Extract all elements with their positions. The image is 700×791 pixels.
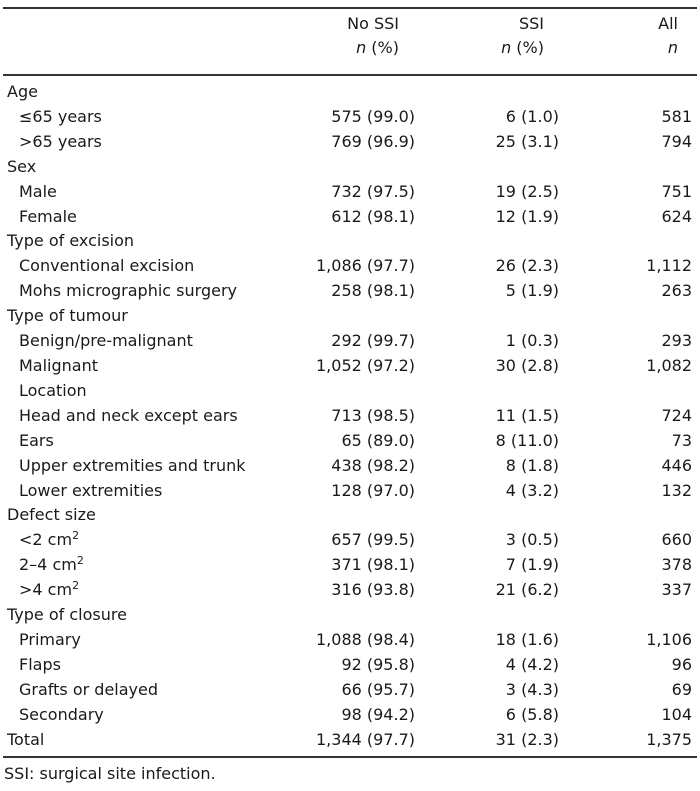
row-label-text: Defect size [7,505,96,525]
row-label-text: Head and neck except ears [19,405,238,425]
table-row [0,678,700,703]
cell-ssi: 19 (2.5) [495,181,559,201]
row-label [0,379,300,404]
cell-ssi [446,379,600,404]
cell-all: 446 [661,455,692,475]
row-label [0,429,300,454]
cell-ssi: 12 (1.9) [495,206,559,226]
cell-ssi: 21 (6.2) [495,580,559,600]
cell-all: 724 [661,405,692,425]
cell-no-ssi [300,503,446,528]
cell-ssi: 4 (4.2) [505,654,559,674]
cell-no-ssi: 657 (99.5) [331,530,415,550]
row-label [0,728,300,753]
header-all-title: All [658,14,678,33]
cell-no-ssi: 258 (98.1) [331,281,415,301]
row-label-text: <2 cm [19,530,73,550]
row-label [0,180,300,205]
row-label [0,279,300,304]
cell-no-ssi: 98 (94.2) [341,704,415,724]
cell-no-ssi: 66 (95.7) [341,679,415,699]
cell-ssi: 26 (2.3) [495,256,559,276]
table-row [0,254,700,279]
row-label-text: Age [7,82,38,101]
cell-ssi: 1 (0.3) [505,331,559,351]
cell-all: 73 [671,430,692,450]
table-group-row [0,728,700,753]
row-label [0,503,300,528]
cell-no-ssi [300,229,446,254]
table-row [0,429,700,454]
cell-no-ssi: 713 (98.5) [331,405,415,425]
row-label-text: Benign/pre-malignant [19,331,193,351]
cell-ssi [446,229,600,254]
header-no-ssi-unit-pct: (%) [366,38,399,57]
cell-all: 96 [671,654,692,674]
row-label [0,329,300,354]
table-row [0,479,700,504]
cell-ssi [446,155,600,180]
cell-no-ssi [300,155,446,180]
cell-all [600,603,700,628]
cell-all: 751 [661,181,692,201]
table-row [0,354,700,379]
cell-ssi: 8 (11.0) [495,430,559,450]
table-row [0,279,700,304]
cell-all: 581 [661,106,692,126]
row-label-text: Type of closure [7,605,127,625]
cell-all: 104 [661,704,692,724]
cell-ssi: 6 (5.8) [505,704,559,724]
cell-all: 337 [661,580,692,600]
cell-all: 1,375 [646,729,692,749]
row-label-text: Type of excision [7,231,135,251]
cell-no-ssi: 92 (95.8) [341,654,415,674]
table-row [0,528,700,553]
row-label [0,553,300,578]
row-label-text: ≤65 years [19,106,102,126]
cell-ssi: 11 (1.5) [495,405,559,425]
row-label [0,678,300,703]
table-group-row [0,603,700,628]
cell-all: 1,106 [646,629,692,649]
row-label-text: Conventional excision [19,256,195,276]
header-all [600,0,700,76]
row-label [0,653,300,678]
cell-ssi: 4 (3.2) [505,480,559,500]
row-label-superscript: 2 [72,579,80,593]
header-ssi-unit-pct: (%) [511,38,544,57]
cell-no-ssi: 292 (99.7) [331,331,415,351]
cell-all: 69 [671,679,692,699]
row-label [0,354,300,379]
cell-ssi: 7 (1.9) [505,555,559,575]
row-label-text: Mohs micrographic surgery [19,281,237,301]
cell-ssi: 3 (0.5) [505,530,559,550]
row-label-text: >65 years [19,131,102,151]
cell-all: 1,082 [646,355,692,375]
cell-all [600,229,700,254]
row-label-text: Location [19,380,87,400]
table-group-row [0,304,700,329]
row-label [0,528,300,553]
row-label [0,205,300,230]
cell-all [600,379,700,404]
row-label-text: Type of tumour [7,306,128,326]
cell-ssi: 5 (1.9) [505,281,559,301]
cell-all: 263 [661,281,692,301]
cell-ssi: 30 (2.8) [495,355,559,375]
header-no-ssi-title: No SSI [347,14,399,33]
row-label-text: 2–4 cm [19,555,77,575]
cell-all: 660 [661,530,692,550]
row-label [0,479,300,504]
table-row [0,404,700,429]
cell-no-ssi: 612 (98.1) [331,206,415,226]
row-label-text: Flaps [19,654,61,674]
header-all-unit: n [667,38,678,57]
cell-no-ssi: 128 (97.0) [331,480,415,500]
row-label [0,578,300,603]
row-label [0,254,300,279]
table-row [0,628,700,653]
row-label-text: Sex [7,156,37,176]
cell-ssi [446,503,600,528]
header-ssi-unit-n: n [501,38,512,57]
cell-ssi: 8 (1.8) [505,455,559,475]
header-ssi-title: SSI [518,14,544,33]
cell-all: 624 [661,206,692,226]
row-label-superscript: 2 [76,554,84,568]
cell-no-ssi [300,76,446,105]
row-label-text: Upper extremities and trunk [19,455,246,475]
table-row [0,329,700,354]
row-label [0,130,300,155]
header-no-ssi [300,0,446,76]
cell-no-ssi: 1,086 (97.7) [316,256,415,276]
cell-ssi [446,603,600,628]
table-group-row [0,155,700,180]
table-row [0,105,700,130]
row-label [0,603,300,628]
table-row [0,578,700,603]
row-label [0,76,300,105]
row-label [0,404,300,429]
row-label [0,105,300,130]
cell-all: 378 [661,555,692,575]
cell-ssi: 3 (4.3) [505,679,559,699]
table-footnote: SSI: surgical site infection. [4,764,216,783]
row-label-text: Ears [19,430,54,450]
table-row [0,454,700,479]
cell-no-ssi: 438 (98.2) [331,455,415,475]
table-row [0,205,700,230]
cell-no-ssi: 769 (96.9) [331,131,415,151]
header-no-ssi-unit [300,36,399,60]
cell-ssi: 6 (1.0) [505,106,559,126]
row-label-text: Male [19,181,57,201]
cell-ssi [446,76,600,105]
cell-no-ssi: 65 (89.0) [341,430,415,450]
cell-all: 132 [661,480,692,500]
cell-no-ssi [300,379,446,404]
table-group-row [0,229,700,254]
cell-no-ssi: 1,088 (98.4) [316,629,415,649]
cell-all [600,304,700,329]
cell-ssi: 31 (2.3) [495,729,559,749]
row-label-text: Grafts or delayed [19,679,158,699]
cell-all: 293 [661,331,692,351]
cell-no-ssi: 316 (93.8) [331,580,415,600]
table-body [0,76,700,752]
cell-all [600,76,700,105]
row-label [0,703,300,728]
header-no-ssi-unit-n: n [356,38,367,57]
header-label-cell [0,0,300,76]
header-ssi [446,0,600,76]
table-header [0,0,700,76]
cell-all: 794 [661,131,692,151]
cell-no-ssi: 1,052 (97.2) [316,355,415,375]
table-row [0,553,700,578]
table-row [0,653,700,678]
table-group-row [0,503,700,528]
cell-no-ssi [300,603,446,628]
table-row [0,180,700,205]
row-label [0,628,300,653]
row-label-text: Female [19,206,77,226]
table-bottom-rule [3,756,697,758]
cell-all: 1,112 [646,256,692,276]
row-label [0,304,300,329]
header-ssi-unit [446,36,544,60]
cell-ssi: 25 (3.1) [495,131,559,151]
row-label-text: Malignant [19,355,99,375]
cell-ssi: 18 (1.6) [495,629,559,649]
row-label-text: Total [7,729,45,749]
row-label [0,155,300,180]
row-label [0,454,300,479]
header-row [0,0,700,76]
cell-all [600,503,700,528]
row-label-text: Secondary [19,704,104,724]
table-row [0,130,700,155]
row-label-superscript: 2 [72,529,80,543]
cell-ssi [446,304,600,329]
cell-no-ssi: 371 (98.1) [331,555,415,575]
row-label-text: Lower extremities [19,480,163,500]
row-label [0,229,300,254]
cell-all [600,155,700,180]
row-label-text: Primary [19,629,81,649]
cell-no-ssi: 1,344 (97.7) [316,729,415,749]
cell-no-ssi [300,304,446,329]
table-group-row [0,76,700,105]
cell-no-ssi: 732 (97.5) [331,181,415,201]
row-label-text: >4 cm [19,580,73,600]
table-row [0,379,700,404]
table-row [0,703,700,728]
cell-no-ssi: 575 (99.0) [331,106,415,126]
